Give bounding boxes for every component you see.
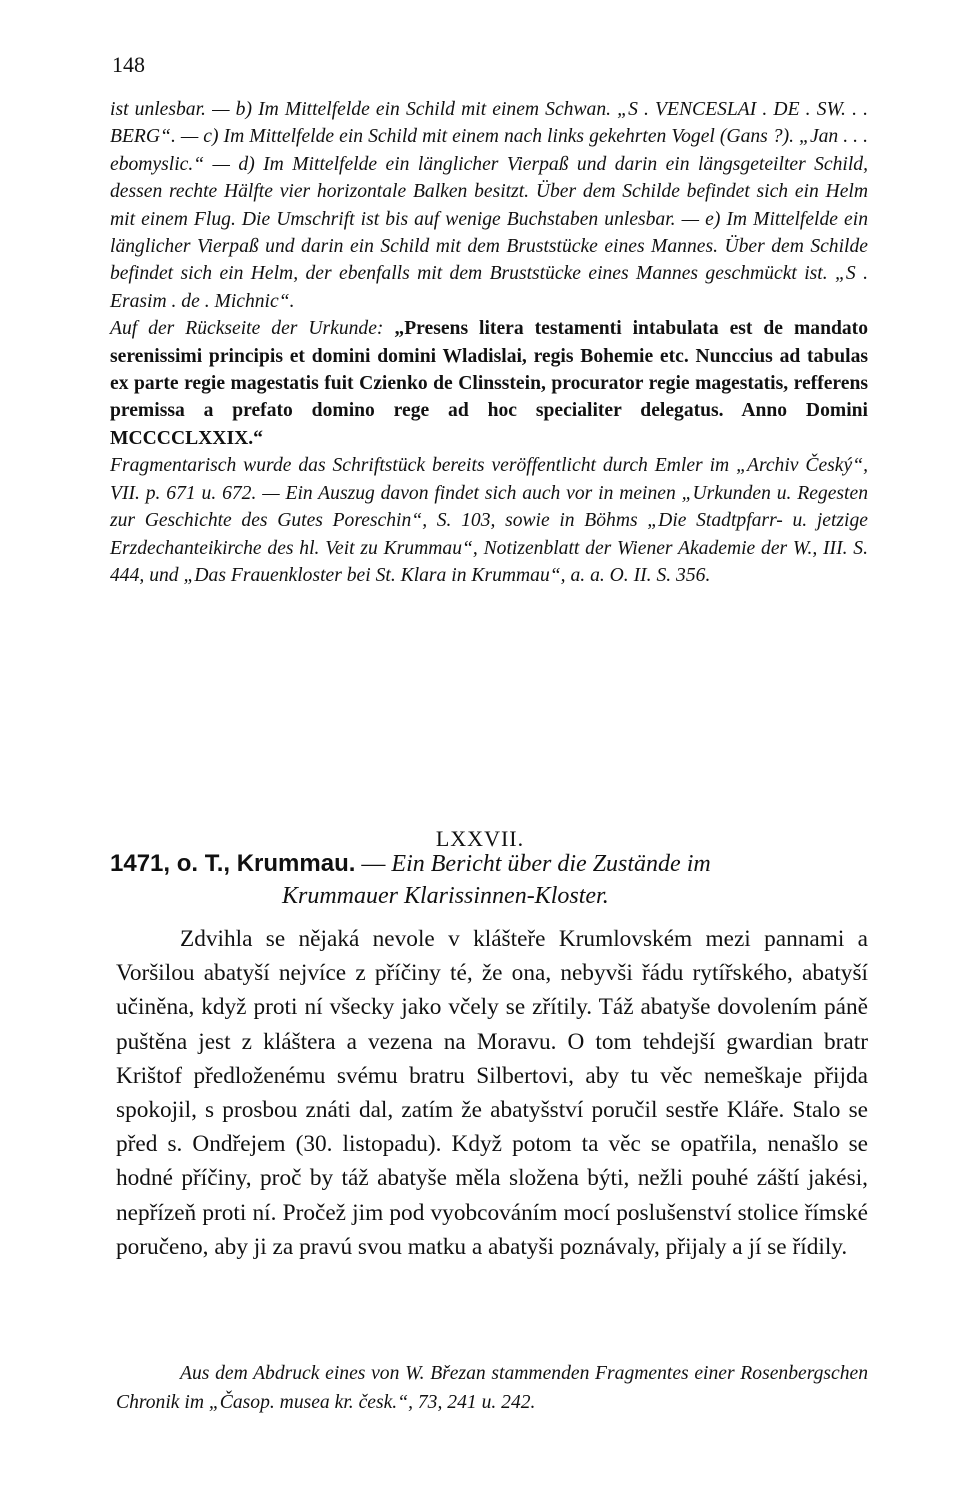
- seal-description-paragraph: ist unlesbar. — b) Im Mittelfelde ein Schild mit einem Schwan. „S . VENCESLAI . DE . SW. . . BERG“. — c) Im Mittelfelde ein Schild mit einem nach links gekehrten Vogel (Gans ?). „Jan . . . ebomyslic.“ — d) Im Mittelfelde ein länglicher Vierpaß und darin ein längsgeteilter Schild, dessen rechte Hälfte vier horizontale Balken besitzt. Über dem Schilde befindet sich ein Helm mit einem Flug. Die Umschrift ist bis auf wenige Buchstaben unlesbar. — e) Im Mittelfelde ein länglicher Vierpaß und darin ein Schild mit dem Bruststücke eines Mannes. Über dem Schilde befindet sich ein Helm, der ebenfalls mit dem Bruststücke eines Mannes geschmückt ist. „S . Erasim . de . Michnic“.: [110, 99, 868, 312]
- main-text-paragraph: Zdvihla se nějaká nevole v klášteře Krumlovském mezi pannami a Voršilou abatyší nejvíce z příčiny té, že ona, nebyvši řádu rytířského, abatyší učiněna, když proti ní všecky jako včely se zřítily. Táž abatyše dovolením páně puštěna jest z kláštera a vezena na Moravu. O tom tehdejší gwardian bratr Krištof předloženému svému bratru Silbertovi, aby tu věc nemeškaje přijda spokojil, s prosbou znáti dal, zatím že abatyšství poručil sestře Kláře. Stalo se před s. Ondřejem (30. listopadu). Když potom ta věc se opatřila, nenašlo se hodné příčiny, proč by táž abatyše měla složena býti, nežli pouhé záští jakési, nepřízeň proti ní. Pročež jim pod vyobcováním mocí poslušenství stolice římské poručeno, aby ji za pravú svou matku a abatyši poznávaly, přijaly a jí se řídily.: [116, 926, 868, 1260]
- heading-dash: —: [361, 851, 386, 877]
- source-note-text: Aus dem Abdruck eines von W. Březan stammenden Fragmentes einer Rosenbergschen Chronik im „Časop. musea kr. česk.“, 73, 241 u. 242.: [116, 1363, 868, 1413]
- heading-title-line2: Krummauer Klarissinnen-Kloster.: [282, 883, 609, 909]
- source-note: [116, 1359, 868, 1417]
- publication-note-paragraph: Fragmentarisch wurde das Schriftstück bereits veröffentlicht durch Emler im „Archiv Český“, VII. p. 671 u. 672. — Ein Auszug davon findet sich auch vor in meinen „Urkunden u. Regesten zur Geschichte des Gutes Poreschin“, S. 103, sowie in Böhms „Die Stadtpfarr- u. jetzige Erzdechanteikirche des hl. Veit zu Krummau“, Notizenblatt der Wiener Akademie der W., III. S. 444, und „Das Frauenkloster bei St. Klara in Krummau“, a. a. O. II. S. 356.: [110, 455, 868, 586]
- document-number: LXXVII.: [435, 826, 525, 851]
- reverse-side-label: Auf der Rückseite der Urkunde:: [110, 318, 384, 340]
- main-text-block: [116, 922, 868, 1264]
- footnote-block: [110, 96, 868, 589]
- reverse-side-latin-text: „Presens litera testamenti intabulata est de mandato serenissimi principis et domini domini Wladislai, regis Bohemie etc. Nunccius ad tabulas ex parte regie magestatis fuit Czienko de Clinsstein, procurator regie magestatis, refferens premissa a prefato domino rege ad hoc specialiter delegatus. Anno Domini MCCCCLXXIX.“: [110, 318, 868, 449]
- heading-date-place: 1471, o. T., Krummau.: [110, 850, 356, 877]
- reverse-side-paragraph: [110, 315, 868, 452]
- document-heading: [110, 848, 870, 912]
- page-number: 148: [112, 52, 145, 77]
- heading-title-line1: Ein Bericht über die Zustände im: [391, 851, 711, 877]
